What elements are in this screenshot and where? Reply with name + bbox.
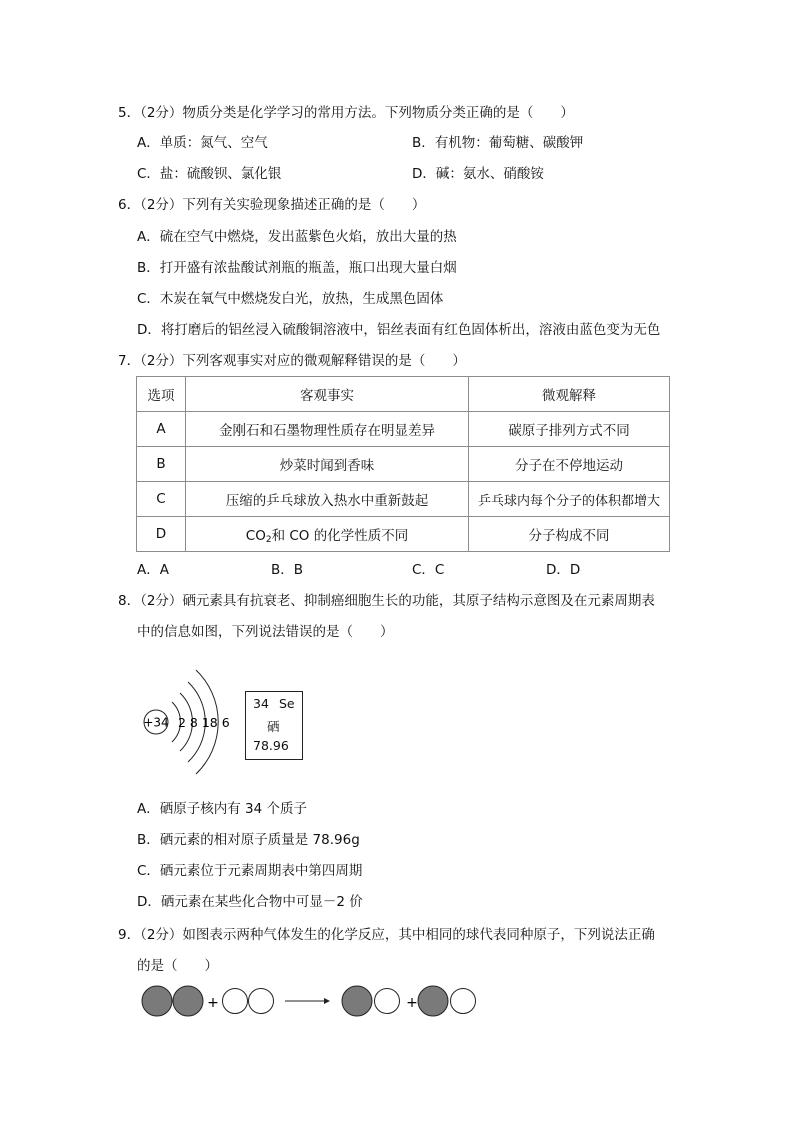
table-cell-explain: 分子构成不同: [469, 517, 670, 552]
reaction-diagram: [136, 982, 486, 1022]
q5-option-c[interactable]: C．盐：硫酸钡、氯化银: [137, 166, 282, 182]
q8-option-a[interactable]: A．硒原子核内有 34 个质子: [137, 801, 307, 817]
table-header: 选项: [137, 377, 186, 412]
light-atom-icon: [451, 989, 476, 1014]
dark-atom-icon: [173, 986, 203, 1016]
q8-stem-line1: 8．（2分）硒元素具有抗衰老、抑制癌细胞生长的功能，其原子结构示意图及在元素周期表: [118, 593, 655, 609]
table-cell-fact: 压缩的乒乓球放入热水中重新鼓起: [186, 482, 469, 517]
plus-sign: +: [406, 995, 418, 1011]
q7-table: [136, 376, 670, 552]
q7-option-b[interactable]: B．B: [271, 562, 304, 578]
light-atom-icon: [249, 989, 274, 1014]
table-cell-option: D: [137, 517, 186, 552]
selenium-atom-structure-diagram: [136, 655, 246, 785]
table-row: [137, 412, 670, 447]
q7-option-d[interactable]: D．D: [546, 562, 581, 578]
dark-atom-icon: [142, 986, 172, 1016]
q5-option-d[interactable]: D．碱：氨水、硝酸铵: [412, 166, 544, 182]
light-atom-icon: [223, 989, 248, 1014]
table-cell-option: A: [137, 412, 186, 447]
table-cell-fact: 金刚石和石墨物理性质存在明显差异: [186, 412, 469, 447]
nucleus-charge: +34: [143, 715, 169, 730]
table-cell-explain: 乒乓球内每个分子的体积都增大: [469, 482, 670, 517]
atomic-number: 34: [253, 696, 269, 711]
q6-option-d[interactable]: D．将打磨后的铝丝浸入硫酸铜溶液中，铝丝表面有红色固体析出，溶液由蓝色变为无色: [137, 322, 661, 338]
table-cell-explain: 碳原子排列方式不同: [469, 412, 670, 447]
q6-option-b[interactable]: B．打开盛有浓盐酸试剂瓶的瓶盖，瓶口出现大量白烟: [137, 260, 457, 276]
table-cell-option: C: [137, 482, 186, 517]
element-symbol: Se: [279, 696, 295, 711]
q8-option-c[interactable]: C．硒元素位于元素周期表中第四周期: [137, 863, 363, 879]
q7-option-a[interactable]: A．A: [137, 562, 169, 578]
table-row: [137, 447, 670, 482]
q6-option-c[interactable]: C．木炭在氧气中燃烧发白光，放热，生成黑色固体: [137, 291, 444, 307]
q7-option-c[interactable]: C．C: [412, 562, 445, 578]
table-cell-fact: $CO_2$和 CO 的化学性质不同: [186, 517, 469, 552]
q5-option-b[interactable]: B．有机物：葡萄糖、碳酸钾: [412, 135, 584, 151]
q9-stem-line2: 的是（ ）: [137, 958, 218, 974]
table-header-row: [137, 377, 670, 412]
q6-option-a[interactable]: A．硫在空气中燃烧，发出蓝紫色火焰，放出大量的热: [137, 229, 457, 245]
atomic-mass: 78.96: [253, 738, 289, 753]
table-cell-fact: 炒菜时闻到香味: [186, 447, 469, 482]
q9-stem-line1: 9．（2分）如图表示两种气体发生的化学反应，其中相同的球代表同种原子，下列说法正确: [118, 927, 655, 943]
q7-stem: 7．（2分）下列客观事实对应的微观解释错误的是（ ）: [118, 353, 466, 369]
element-name: 硒: [267, 719, 280, 734]
light-atom-icon: [375, 989, 400, 1014]
table-row: [137, 482, 670, 517]
periodic-table-tile: [245, 691, 303, 760]
table-cell-explain: 分子在不停地运动: [469, 447, 670, 482]
table-header: 客观事实: [186, 377, 469, 412]
q5-option-a[interactable]: A．单质：氮气、空气: [137, 135, 268, 151]
electron-counts: 2 8 18 6: [178, 715, 230, 730]
q5-stem: 5．（2分）物质分类是化学学习的常用方法。下列物质分类正确的是（ ）: [118, 105, 574, 121]
q8-stem-line2: 中的信息如图，下列说法错误的是（ ）: [137, 624, 394, 640]
table-row: [137, 517, 670, 552]
q6-stem: 6．（2分）下列有关实验现象描述正确的是（ ）: [118, 197, 426, 213]
q8-option-b[interactable]: B．硒元素的相对原子质量是 78.96g: [137, 832, 360, 848]
arrow-head-icon: [324, 998, 330, 1004]
q8-option-d[interactable]: D．硒元素在某些化合物中可显－2 价: [137, 894, 363, 910]
dark-atom-icon: [418, 986, 448, 1016]
table-header: 微观解释: [469, 377, 670, 412]
table-cell-option: B: [137, 447, 186, 482]
dark-atom-icon: [342, 986, 372, 1016]
plus-sign: +: [207, 995, 219, 1011]
formula-co2: $CO_2$: [245, 527, 272, 545]
